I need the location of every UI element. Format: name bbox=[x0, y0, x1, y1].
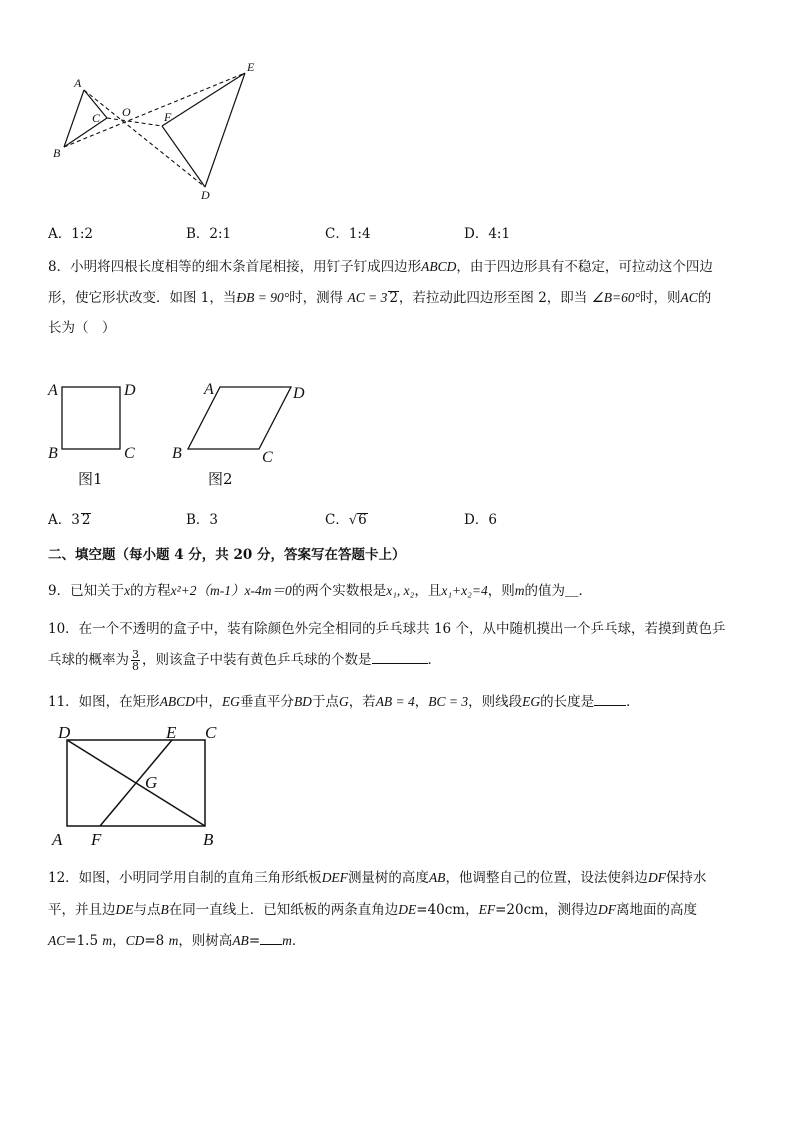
fig1-label-c: C bbox=[124, 445, 135, 462]
q10-line-2: 乓球的概率为 $\frac{3}{8}$ ，则该盒子中装有黄色乒乓球的个数是 ． bbox=[48, 648, 441, 673]
q8-text: 长为（ ） bbox=[48, 320, 116, 336]
q11: 11．如图，在矩形ABCD中，EG垂直平分BD于点G，若AB = 4，BC = 3，则线段EG的长度是 ． bbox=[48, 694, 640, 710]
q11-answer-blank[interactable] bbox=[594, 693, 626, 706]
fig7-label-c: C bbox=[92, 111, 101, 125]
q8-line-3 bbox=[48, 316, 116, 336]
fig2-label-a: A bbox=[204, 381, 214, 398]
q8-text: ，若拉动此四边形至图 2，即当 bbox=[398, 290, 588, 306]
fig7-label-b: B bbox=[53, 146, 61, 160]
section-2-heading: 二、填空题（每小题 4 分，共 20 分，答案写在答题卡上） bbox=[48, 547, 406, 563]
q8-ac-eq: AC = 3 bbox=[347, 290, 388, 305]
q8-text: ，由于四边形具有不稳定，可拉动这个四边 bbox=[456, 259, 713, 275]
q7-options bbox=[48, 222, 510, 242]
q7-option-a[interactable]: A．1:2 bbox=[48, 226, 93, 242]
q8-text: 时，则 bbox=[639, 290, 681, 306]
fig2-label-c: C bbox=[262, 449, 273, 466]
q8-line-2 bbox=[48, 286, 711, 306]
q8-options bbox=[48, 508, 497, 528]
fig11-label-a: A bbox=[52, 830, 63, 849]
q12-line-1: 12．如图，小明同学用自制的直角三角形纸板DEF测量树的高度AB，他调整自己的位置，设法使斜边DF保持水 bbox=[48, 870, 707, 886]
q7-figure bbox=[40, 55, 270, 205]
fig11-label-f: F bbox=[91, 830, 102, 849]
q10-answer-blank[interactable] bbox=[372, 651, 428, 664]
fig7-label-e: E bbox=[247, 60, 255, 74]
q8-ac: AC bbox=[680, 290, 698, 305]
fig11-label-c: C bbox=[205, 723, 217, 742]
q8-line-1 bbox=[48, 255, 713, 275]
fig11-label-b: B bbox=[203, 830, 214, 849]
q8-abcd: ABCD bbox=[421, 259, 457, 274]
fig7-label-f: F bbox=[164, 110, 172, 124]
q8-option-a[interactable]: A．3 2 bbox=[48, 512, 91, 528]
q8-option-d[interactable]: D．6 bbox=[464, 512, 497, 528]
fig7-label-a: A bbox=[74, 76, 82, 90]
q10-line-1: 10．在一个不透明的盒子中，装有除颜色外完全相同的乒乓球共 16 个，从中随机摸出一个乒乓球，若摸到黄色乒 bbox=[48, 621, 726, 637]
q10-fraction: $\frac{3}{8}$ bbox=[132, 648, 139, 673]
q12-answer-blank[interactable] bbox=[260, 932, 282, 945]
fig1-label-b: B bbox=[48, 445, 58, 462]
fig1-label-d: D bbox=[124, 382, 136, 399]
q9: 9．已知关于x的方程x²+2（m-1）x-4m＝0的两个实数根是x₁, x₂，且x₁+x₂=4，则m的值为＿． bbox=[48, 583, 592, 599]
q8-angle-b: ÐB = 90° bbox=[236, 290, 290, 305]
q12-line-2: 平，并且边DE与点B在同一直线上．已知纸板的两条直角边DE=40cm，EF=20cm，测得边DF离地面的高度 bbox=[48, 902, 697, 918]
fig1-caption: 图1 bbox=[78, 470, 103, 488]
q8-figures bbox=[40, 372, 320, 492]
q7-option-b[interactable]: B．2:1 bbox=[186, 226, 232, 242]
q8-text: 的 bbox=[697, 290, 712, 306]
q8-square bbox=[62, 387, 120, 449]
q11-figure bbox=[50, 718, 230, 853]
fig11-label-g: G bbox=[145, 773, 158, 792]
fig11-label-e: E bbox=[166, 723, 177, 742]
q8-sqrt: 2 bbox=[389, 290, 398, 306]
q7-option-c[interactable]: C．1:4 bbox=[325, 226, 371, 242]
fig7-label-o: O bbox=[122, 105, 131, 119]
q8-option-b[interactable]: B．3 bbox=[186, 512, 219, 528]
q7-option-d[interactable]: D．4:1 bbox=[464, 226, 511, 242]
fig2-label-b: B bbox=[172, 445, 182, 462]
fig7-label-d: D bbox=[201, 188, 210, 202]
fig11-label-d: D bbox=[58, 723, 71, 742]
fig2-label-d: D bbox=[293, 385, 305, 402]
q8-text: 形，使它形状改变．如图 1，当 bbox=[48, 290, 237, 306]
fig2-caption: 图2 bbox=[208, 470, 233, 488]
q8-text: 时，测得 bbox=[289, 290, 344, 306]
q8-option-c[interactable]: C．√6 bbox=[325, 512, 367, 528]
q8-text: 8．小明将四根长度相等的细木条首尾相接，用钉子钉成四边形 bbox=[48, 259, 422, 275]
fig1-label-a: A bbox=[48, 382, 58, 399]
q8-angle-60: ∠B=60° bbox=[591, 290, 640, 305]
q12-line-3: AC=1.5 m，CD=8 m，则树高AB= m． bbox=[48, 933, 306, 949]
